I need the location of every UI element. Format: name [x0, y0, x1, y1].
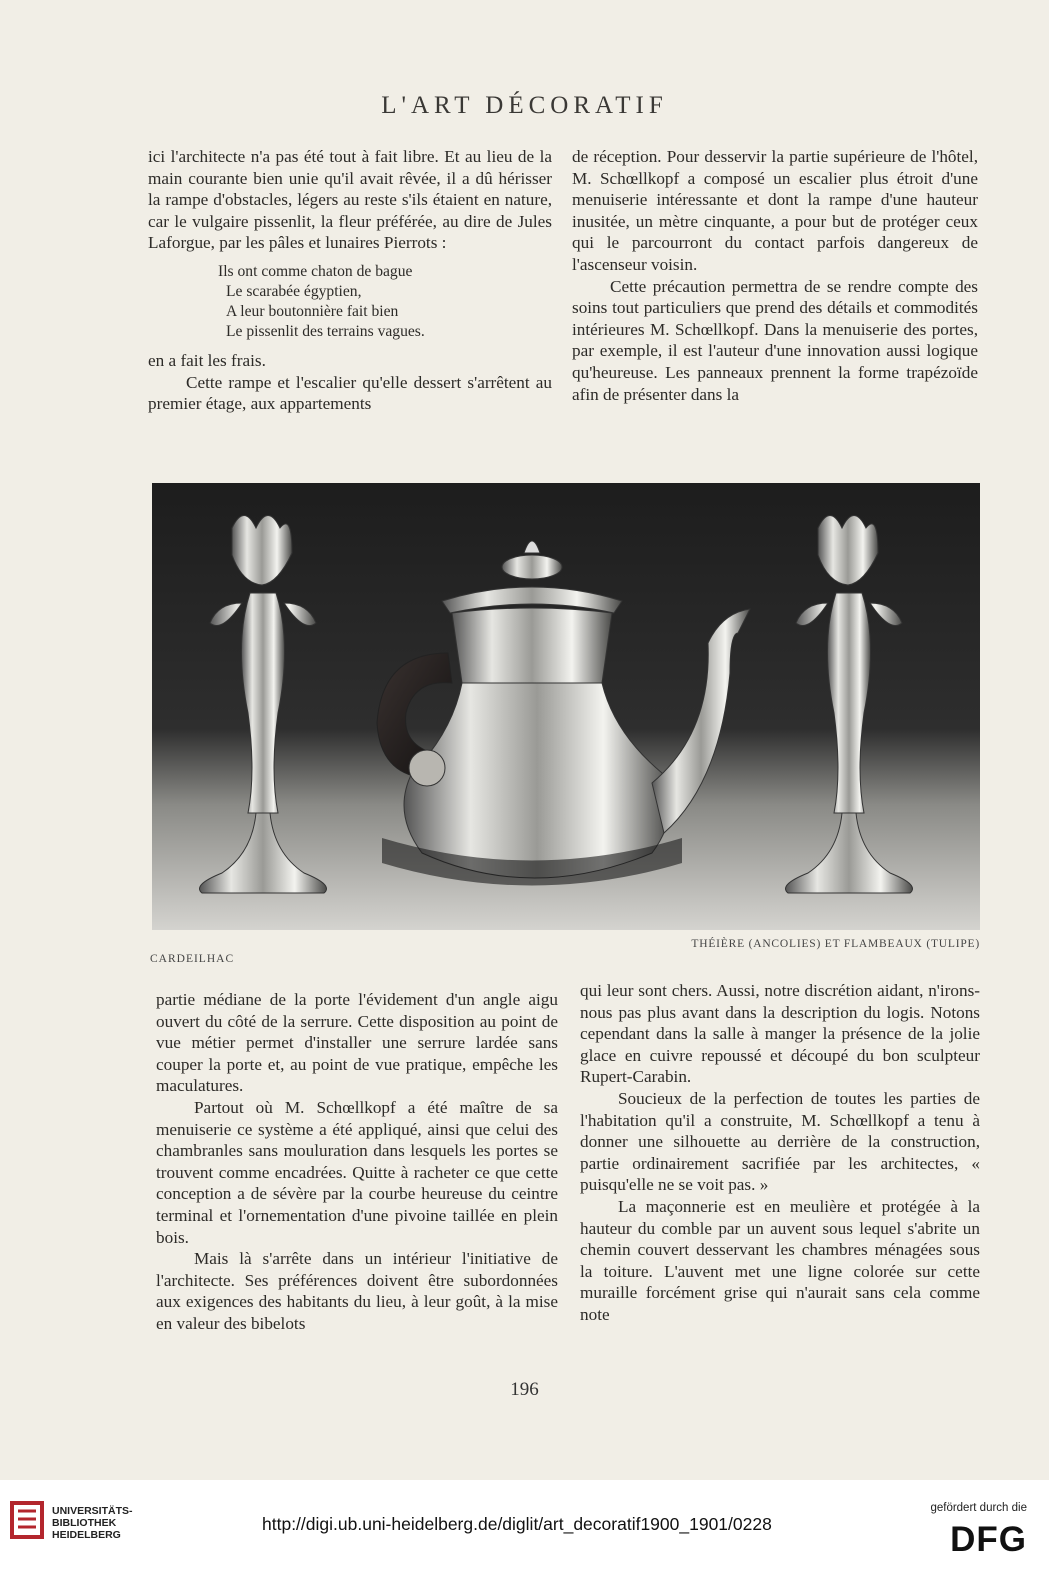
text-column-bottom-left [156, 989, 558, 1335]
text-column-top-right [572, 146, 978, 405]
teapot-candlesticks-illustration [152, 483, 980, 930]
paragraph: qui leur sont chers. Aussi, notre discrétion aidant, n'irons-nous pas plus avant dans la description du logis. Notons cependant dans la salle à manger la présence de la jolie glace en cuivre repoussé et découpé du bon sculpteur Rupert-Carabin. [580, 981, 980, 1087]
paragraph: La maçonnerie est en meulière et protégée à la hauteur du comble par un auvent sous lequel s'abrite un chemin couvert desservant les chambres ménagées sous la toiture. L'auvent met une ligne colorée sur cette muraille forcément grise qui n'aurait sans cela comme note [580, 1196, 980, 1324]
library-name-line: HEIDELBERG [52, 1529, 121, 1541]
paragraph: partie médiane de la porte l'évidement d'un angle aigu ouvert du côté de la serrure. Cette disposition au point de vue métier permet d'installer une serrure lardée sans couper la porte et, au point de vue pratique, empêche les maculatures. [156, 990, 558, 1096]
paragraph: Cette rampe et l'escalier qu'elle dessert s'arrêtent au premier étage, aux appartements [148, 372, 552, 414]
poem-line: Le scarabée égyptien, [226, 282, 362, 300]
poem-quote [218, 262, 552, 342]
permalink-url[interactable]: http://digi.ub.uni-heidelberg.de/diglit/art_decoratif1900_1901/0228 [262, 1514, 772, 1534]
paragraph: Cette précaution permettra de se rendre compte des soins tout particuliers que prend des détails et commodités intérieures M. Schœllkopf. Dans la menuiserie des portes, par exemple, il est l'auteur d'une innovation aussi logique qu'heureuse. Les panneaux prennent la forme trapézoïde afin de présenter dans la [572, 276, 978, 404]
paragraph: Partout où M. Schœllkopf a été maître de sa menuiserie ce système a été appliqué, ainsi que celui des chambranles sans mouluration dans lesquels les portes se trouvent comme encadrées. Quitte à racheter ce que cette conception a de sévère par la courbe heureuse du ceintre terminal et l'ornementation d'une pivoine taillée en plein bois. [156, 1097, 558, 1247]
university-library-name [52, 1505, 133, 1541]
text-column-top-left [148, 146, 552, 415]
paragraph: de réception. Pour desservir la partie supérieure de l'hôtel, M. Schœllkopf a composé un escalier plus étroit d'une menuiserie intéressante et dont la rampe d'une hauteur inusitée, un mètre cinquante, a pour but de protéger ceux qui le parcourront du contact parfois dangereux de l'ascenseur voisin. [572, 147, 978, 274]
dfg-logo: DFG [950, 1520, 1027, 1559]
photograph-teapot-candlesticks [152, 483, 980, 930]
figure-caption-title: THÉIÈRE (ANCOLIES) ET FLAMBEAUX (TULIPE) [691, 938, 980, 950]
digitization-footer [0, 1480, 1049, 1578]
poem-line: Ils ont comme chaton de bague [218, 262, 413, 280]
paragraph: Soucieux de la perfection de toutes les parties de l'habitation qu'il a construite, M. Schœllkopf a tenu à donner une silhouette au derrière de la construction, partie ordinairement sacrifiée par les architectes, « puisqu'elle ne se voit pas. » [580, 1088, 980, 1195]
paragraph: Mais là s'arrête dans un intérieur l'initiative de l'architecte. Ses préférences doivent être subordonnées aux exigences des habitants du lieu, à leur goût, à la mise en valeur des bibelots [156, 1249, 558, 1333]
university-library-logo-icon [8, 1499, 46, 1541]
paragraph: ici l'architecte n'a pas été tout à fait libre. Et au lieu de la main courante bien unie qu'il avait rêvée, il a dû hérisser la rampe d'obstacles, légers au reste s'ils étaient en nature, car le vulgaire pissenlit, la fleur préférée, au dire de Jules Laforgue, par les pâles et lunaires Pierrots : [148, 147, 552, 253]
poem-line: Le pissenlit des terrains vagues. [226, 322, 425, 340]
library-name-line: UNIVERSITÄTS- [52, 1505, 133, 1517]
poem-line: A leur boutonnière fait bien [226, 302, 399, 320]
library-name-line: BIBLIOTHEK [52, 1517, 117, 1529]
text-column-bottom-right [580, 980, 980, 1326]
funding-note: gefördert durch die [930, 1502, 1027, 1514]
page-number: 196 [510, 1379, 539, 1400]
figure-caption-maker: CARDEILHAC [150, 953, 235, 965]
running-title: L'ART DÉCORATIF [381, 92, 668, 119]
paragraph: en a fait les frais. [148, 350, 266, 370]
